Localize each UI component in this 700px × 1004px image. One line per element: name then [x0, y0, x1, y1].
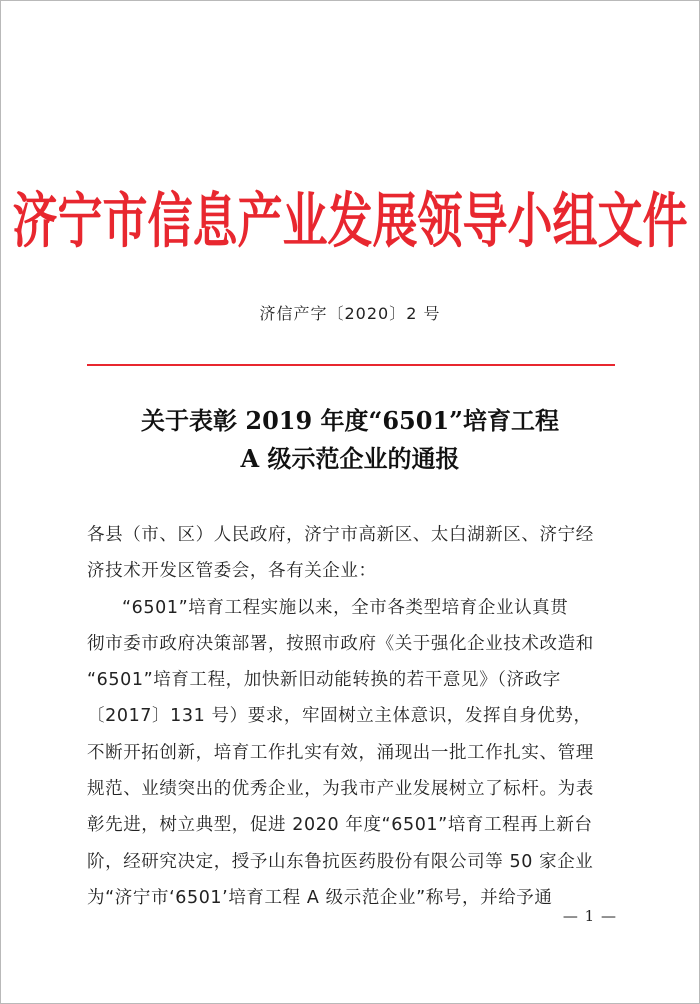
body-line: “6501”培育工程，加快新旧动能转换的若干意见》（济政字	[87, 670, 561, 691]
notice-title-line-1: 关于表彰 2019 年度“6501”培育工程	[141, 406, 559, 435]
body-line: 〔2017〕131 号）要求，牢固树立主体意识，发挥自身优势，	[87, 706, 592, 727]
body-line: “6501”培育工程实施以来，全市各类型培育企业认真贯	[122, 597, 569, 618]
red-divider-line	[87, 364, 615, 366]
body-line: 不断开拓创新，培育工作扎实有效，涌现出一批工作扎实、管理	[87, 742, 594, 763]
body-line: 彻市委市政府决策部署，按照市政府《关于强化企业技术改造和	[87, 633, 594, 654]
red-header-title: 济宁市信息产业发展领导小组文件	[12, 186, 688, 257]
body-line: 规范、业绩突出的优秀企业，为我市产业发展树立了标杆。为表	[87, 779, 594, 800]
body-line: 彰先进，树立典型，促进 2020 年度“6501”培育工程再上新台	[87, 815, 593, 836]
body-line: 济技术开发区管委会，各有关企业：	[87, 561, 377, 582]
body-text	[87, 517, 619, 916]
document-number: 济信产字〔2020〕2 号	[259, 304, 441, 323]
page-number: — 1 —	[562, 907, 617, 925]
body-line: 各县（市、区）人民政府，济宁市高新区、太白湖新区、济宁经	[87, 525, 594, 545]
body-line: 阶，经研究决定，授予山东鲁抗医药股份有限公司等 50 家企业	[87, 851, 594, 872]
notice-title-line-2: A 级示范企业的通报	[240, 444, 460, 473]
body-line: 为“济宁市‘6501’培育工程 A 级示范企业”称号，并给予通	[87, 887, 553, 908]
